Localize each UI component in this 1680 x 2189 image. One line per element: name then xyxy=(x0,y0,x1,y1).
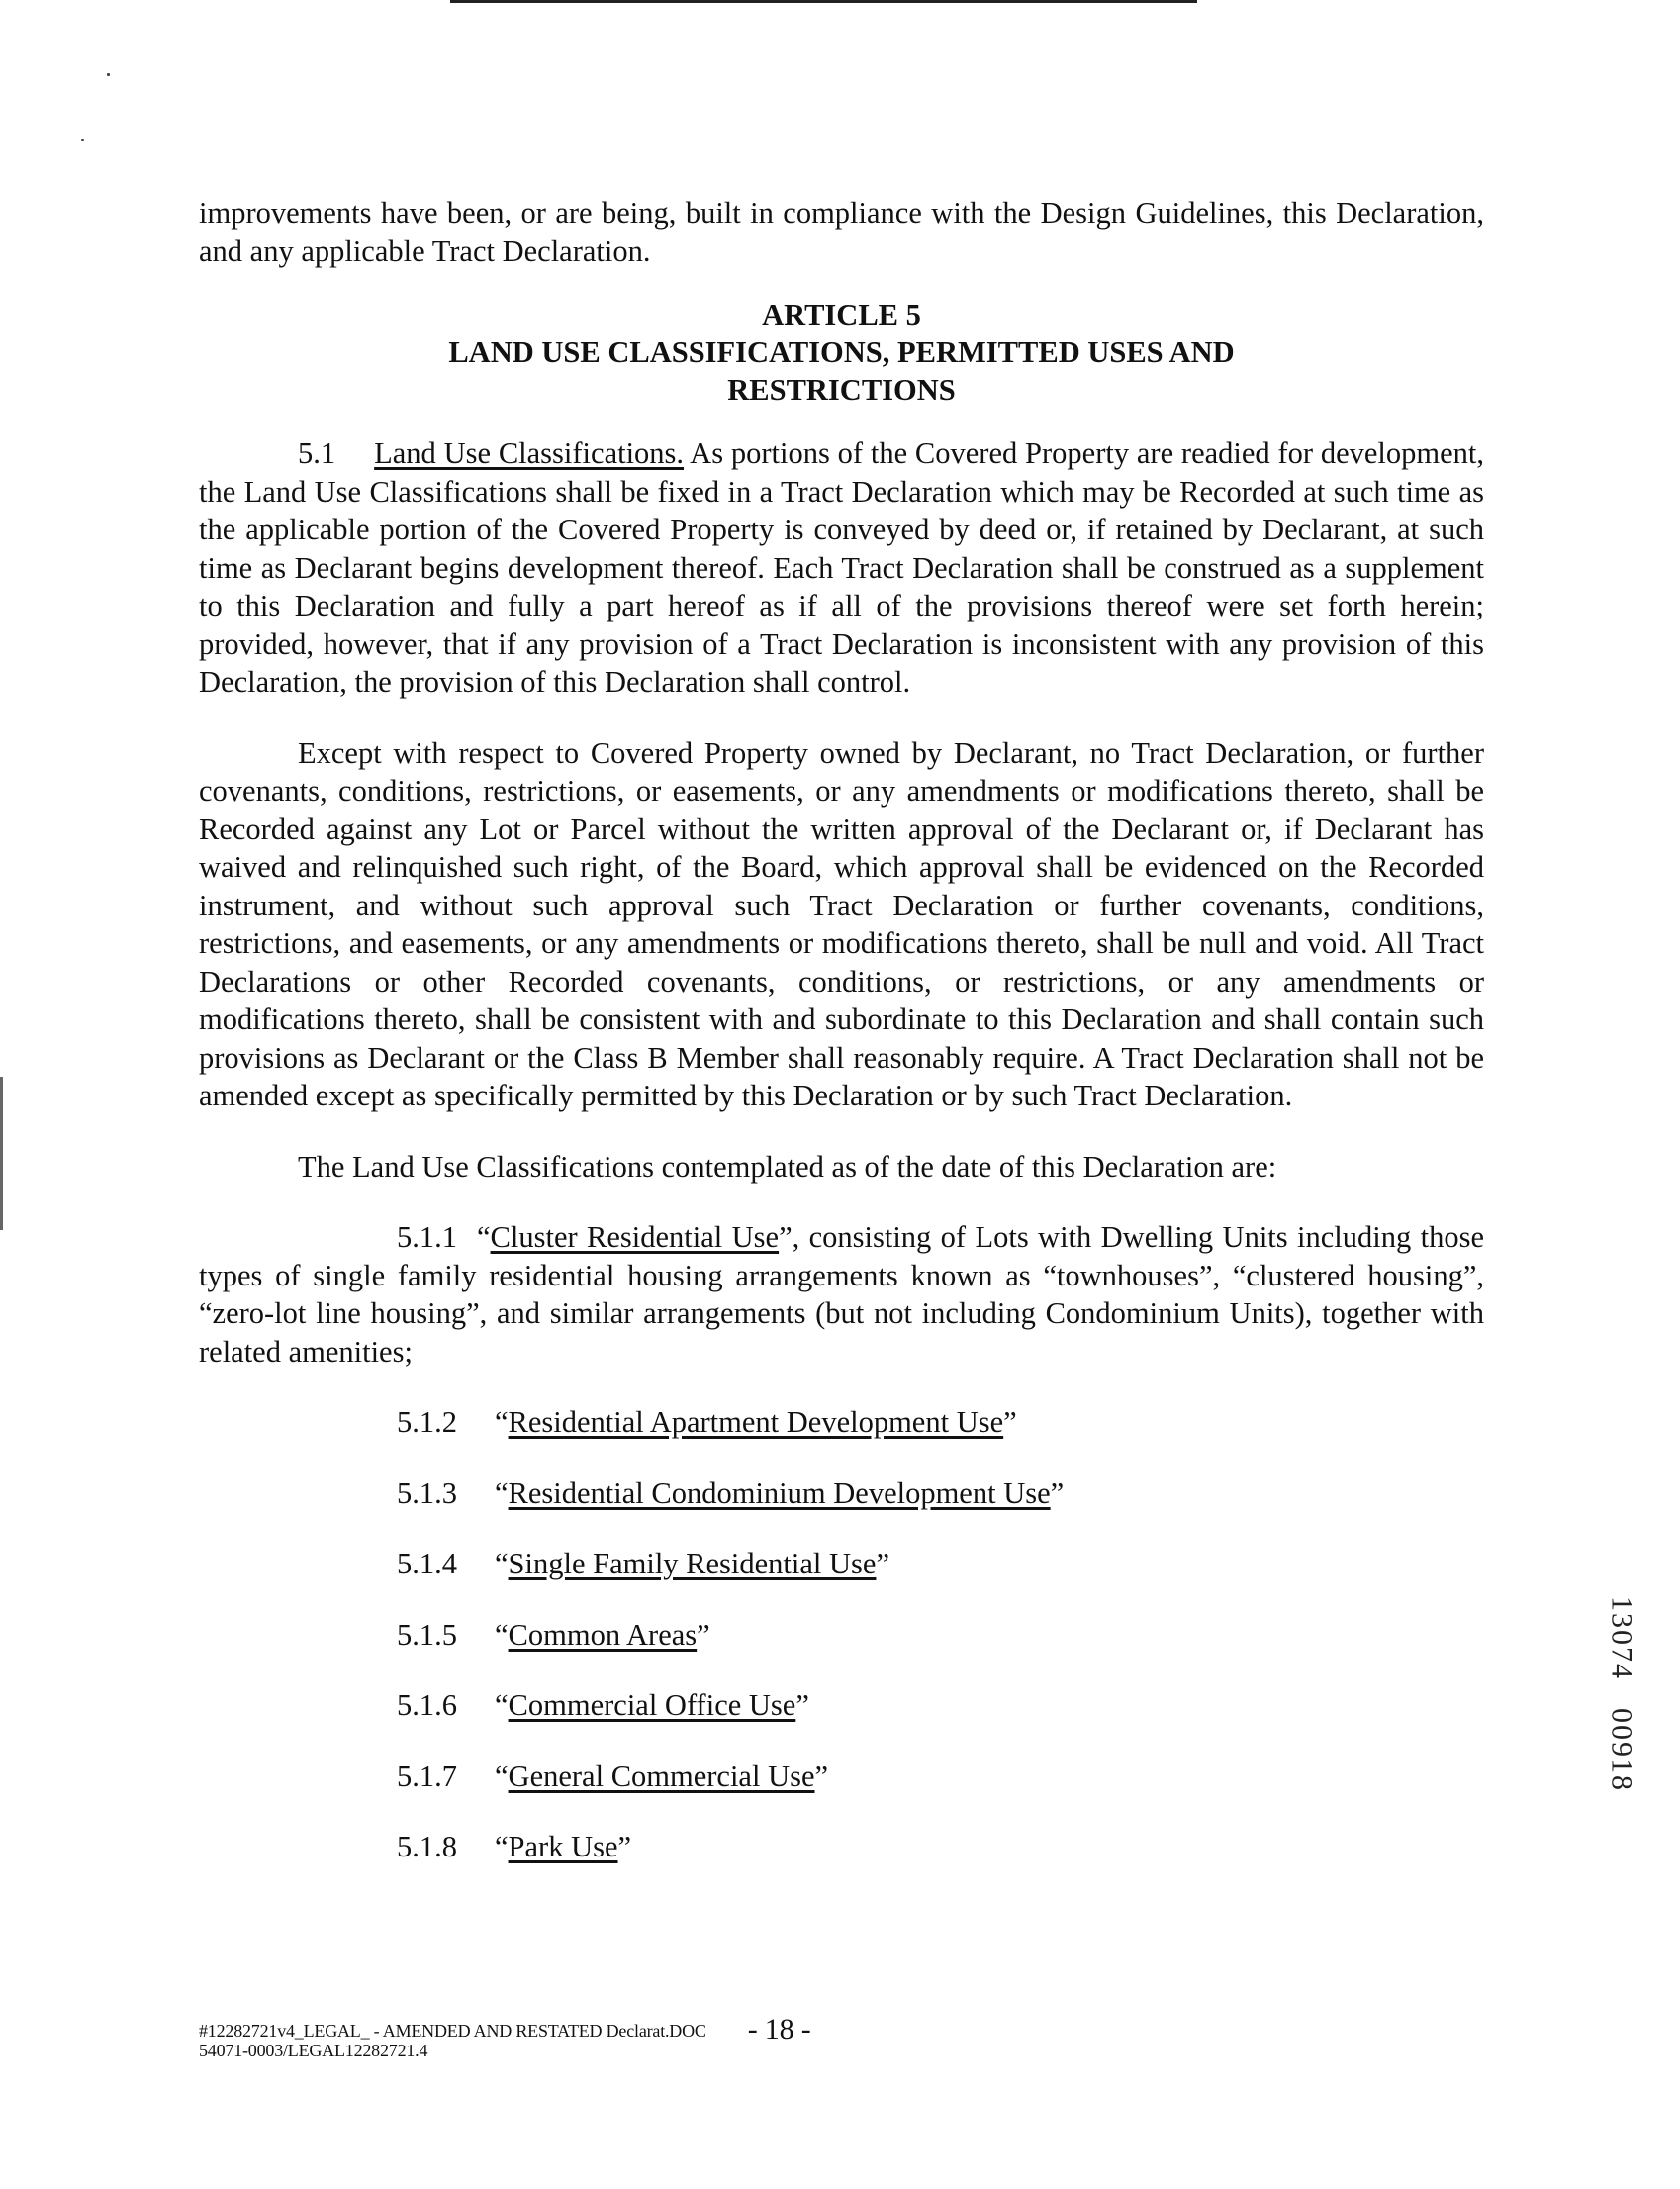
item-name: Residential Condominium Development Use xyxy=(508,1475,1051,1510)
item-number: 5.1.7 xyxy=(397,1759,457,1793)
open-quote: “ xyxy=(495,1405,509,1439)
article-heading xyxy=(199,296,1484,409)
article-title-line-1: LAND USE CLASSIFICATIONS, PERMITTED USES AND xyxy=(448,335,1235,369)
footer-document-id: #12282721v4_LEGAL_ - AMENDED AND RESTATED Declarat.DOC xyxy=(199,2021,706,2041)
carryover-paragraph: improvements have been, or are being, built in compliance with the Design Guidelines, this Declaration, and any applicable Tract Declaration. xyxy=(199,196,1484,268)
scan-edge-mark xyxy=(0,1077,3,1230)
open-quote: “ xyxy=(495,1688,509,1722)
item-number: 5.1.6 xyxy=(397,1688,457,1722)
list-item xyxy=(397,1686,1484,1725)
item-name: Common Areas xyxy=(508,1617,698,1652)
item-text: ”, consisting of Lots with Dwelling Units including those types of single family residential housing arrangements known as “townhouses”, “clustered housing”, “zero-lot line housing”, and similar arrangements (but not including Condominium Units), together with related amenities; xyxy=(199,1220,1484,1369)
recording-number-vertical xyxy=(1605,1595,1638,1791)
recording-digit: 1 xyxy=(1605,1596,1638,1611)
item-number: 5.1.4 xyxy=(397,1547,457,1580)
recording-digit: 4 xyxy=(1605,1664,1638,1678)
recording-digit: 7 xyxy=(1605,1647,1638,1662)
open-quote: “ xyxy=(477,1220,491,1254)
item-5-1-1 xyxy=(199,1218,1484,1371)
close-quote: ” xyxy=(1050,1475,1065,1510)
recording-digit: 3 xyxy=(1605,1613,1638,1628)
open-quote: “ xyxy=(495,1830,509,1863)
list-item xyxy=(397,1828,1484,1866)
item-name: Park Use xyxy=(508,1830,618,1863)
list-item xyxy=(397,1403,1484,1442)
list-item xyxy=(397,1475,1484,1513)
item-name: Commercial Office Use xyxy=(508,1688,796,1722)
item-number: 5.1.8 xyxy=(397,1830,457,1863)
scan-speck xyxy=(81,139,84,141)
classification-list xyxy=(199,1403,1484,1866)
item-number: 5.1.1 xyxy=(397,1220,457,1254)
recording-digit: 0 xyxy=(1605,1708,1638,1723)
recording-digit: 0 xyxy=(1605,1630,1638,1645)
page-number: - 18 - xyxy=(747,2013,811,2046)
article-title-line-2: RESTRICTIONS xyxy=(727,373,956,407)
close-quote: ” xyxy=(697,1617,710,1652)
top-border-line xyxy=(450,0,1197,3)
list-item xyxy=(397,1616,1484,1655)
item-name: Single Family Residential Use xyxy=(508,1547,877,1580)
recording-digit: 1 xyxy=(1605,1759,1638,1773)
close-quote: ” xyxy=(814,1759,829,1793)
open-quote: “ xyxy=(495,1475,509,1510)
item-name: Residential Apartment Development Use xyxy=(508,1405,1004,1439)
item-number: 5.1.5 xyxy=(397,1617,457,1652)
recording-digit: 8 xyxy=(1605,1775,1638,1790)
section-number: 5.1 xyxy=(298,436,336,470)
open-quote: “ xyxy=(495,1547,509,1580)
close-quote: ” xyxy=(795,1688,809,1722)
close-quote: ” xyxy=(876,1547,889,1580)
open-quote: “ xyxy=(495,1617,509,1652)
scan-speck xyxy=(107,73,110,76)
item-name: General Commercial Use xyxy=(508,1759,815,1793)
paragraph-tract-approval: Except with respect to Covered Property owned by Declarant, no Tract Declaration, or further covenants, conditions, restrictions, or easements, or any amendments or modifications thereto, shall be Recorded against any Lot or Parcel without the written approval of the Declarant or, if Declarant has waived and relinquished such right, of the Board, which approval shall be evidenced on the Recorded instrument, and without such approval such Tract Declaration or further covenants, conditions, restrictions, and easements, or any amendments or modifications thereto, shall be null and void. All Tract Declarations or other Recorded covenants, conditions, or restrictions, or any amendments or modifications thereto, shall be consistent with and subordinate to this Declaration and shall contain such provisions as Declarant or the Class B Member shall reasonably require. A Tract Declaration shall not be amended except as specifically permitted by this Declaration or by such Tract Declaration. xyxy=(199,735,1484,1112)
recording-digit: 0 xyxy=(1605,1725,1638,1740)
article-number: ARTICLE 5 xyxy=(762,298,921,332)
section-text: As portions of the Covered Property are readied for development, the Land Use Classifications shall be fixed in a Tract Declaration which may be Recorded at such time as the applicable portion of the Covered Property is conveyed by deed or, if retained by Declarant, at such time as Declarant begins development thereof. Each Tract Declaration shall be construed as a supplement to this Declaration and fully a part hereof as if all of the provisions thereof were set forth herein; provided, however, that if any provision of a Tract Declaration is inconsistent with any provision of this Declaration, the provision of this Declaration shall control. xyxy=(199,436,1484,699)
list-item xyxy=(397,1758,1484,1796)
footer-file-reference: 54071-0003/LEGAL12282721.4 xyxy=(199,2041,428,2060)
page-footer xyxy=(199,2013,811,2060)
section-heading: Land Use Classifications. xyxy=(374,436,685,470)
document-body xyxy=(199,194,1484,1866)
item-number: 5.1.3 xyxy=(397,1475,457,1510)
item-number: 5.1.2 xyxy=(397,1405,457,1439)
list-item xyxy=(397,1545,1484,1583)
close-quote: ” xyxy=(1003,1405,1017,1439)
recording-digit: 9 xyxy=(1605,1742,1638,1757)
section-5-1-paragraph xyxy=(199,434,1484,702)
item-name: Cluster Residential Use xyxy=(490,1220,780,1254)
close-quote: ” xyxy=(617,1830,632,1863)
open-quote: “ xyxy=(495,1759,509,1793)
paragraph-intro: The Land Use Classifications contemplated as of the date of this Declaration are: xyxy=(298,1149,1277,1184)
